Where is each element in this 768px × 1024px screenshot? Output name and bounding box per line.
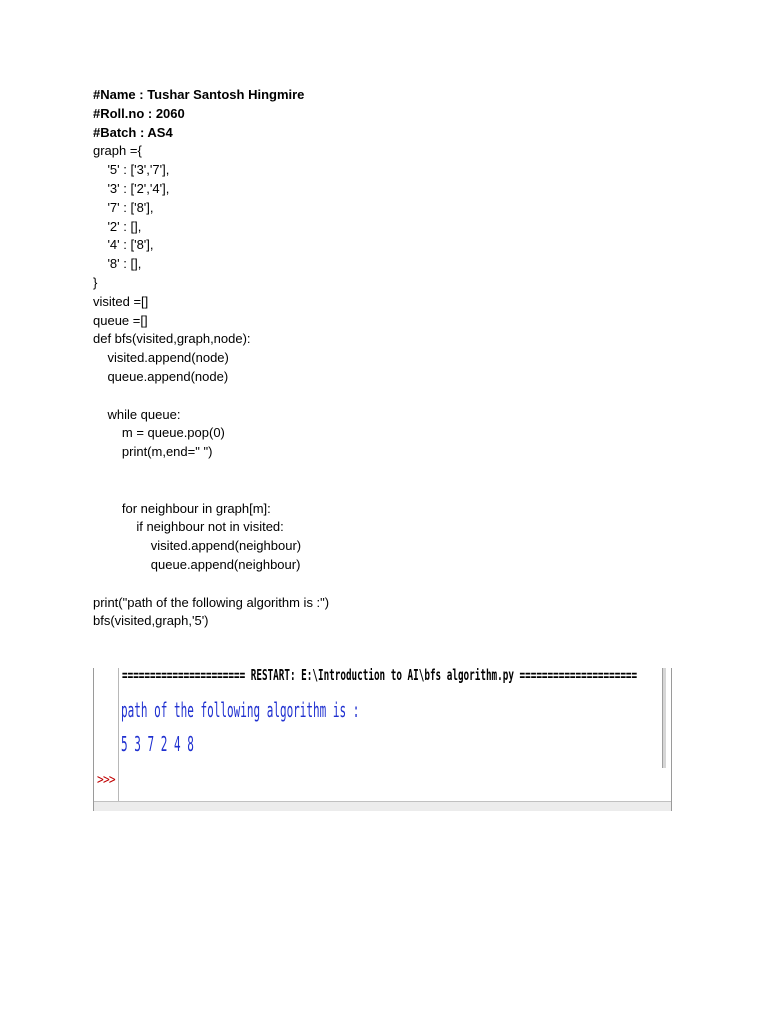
code-line-blank [93,462,693,481]
python-shell-output-screenshot [93,668,672,811]
code-line: bfs(visited,graph,'5') [93,613,209,629]
code-line: '7' : ['8'], [93,199,154,215]
code-line: visited.append(node) [93,350,229,366]
code-line: '8' : [], [93,256,142,272]
shell-vertical-scrollbar[interactable] [662,668,666,768]
code-line-blank [93,575,693,594]
code-line: visited =[] [93,293,149,309]
code-line: print("path of the following algorithm is :") [93,594,330,610]
shell-horizontal-scrollbar[interactable] [94,801,671,811]
shell-output-heading: path of the following algorithm is : [121,698,360,722]
code-line: '5' : ['3','7'], [93,162,170,178]
code-line: '4' : ['8'], [93,237,154,253]
code-line: '2' : [], [93,218,142,234]
batch-line: #Batch : AS4 [93,124,173,140]
document-body [93,86,693,631]
roll-number-line: #Roll.no : 2060 [93,105,185,121]
shell-prompt[interactable]: >>> [97,772,115,788]
code-line: '3' : ['2','4'], [93,180,170,196]
code-line: m = queue.pop(0) [93,425,225,441]
shell-output-path: 5 3 7 2 4 8 [121,732,194,756]
code-line: graph ={ [93,143,142,159]
code-line: queue.append(neighbour) [93,556,301,572]
code-line: for neighbour in graph[m]: [93,500,271,516]
code-line: queue =[] [93,312,148,328]
code-line: queue.append(node) [93,368,229,384]
code-line: } [93,274,98,290]
code-line: def bfs(visited,graph,node): [93,331,251,347]
code-line: while queue: [93,406,181,422]
name-line: #Name : Tushar Santosh Hingmire [93,87,305,102]
code-line: print(m,end=" ") [93,444,213,460]
code-line-blank [93,387,693,406]
code-line: visited.append(neighbour) [93,538,302,554]
shell-restart-line: ====================== RESTART: E:\Introduction to AI\bfs algorithm.py ===================== [122,668,638,684]
code-line: if neighbour not in visited: [93,519,284,535]
code-line-blank [93,481,693,500]
